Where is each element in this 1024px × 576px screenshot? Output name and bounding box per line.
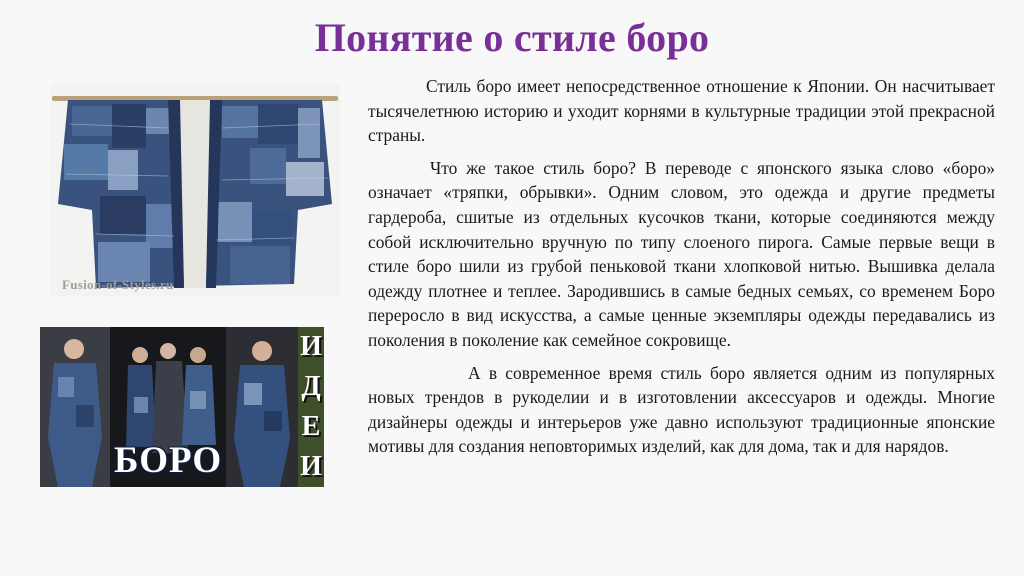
slide-body-text	[368, 74, 995, 467]
collage-letter: И	[300, 331, 322, 362]
paragraph-modern: А в современное время стиль боро является одним из популярных новых трендов в рукоделии и в изготовлении аксессуаров и одежды. Многие дизайнеры одежды и интерьеров уже давно используют традиционные японские мотивы для создания неповторимых изделий, как для дома, так и для нарядов.	[368, 362, 995, 457]
paragraph-intro: Стиль боро имеет непосредственное отношение к Японии. Он насчитывает тысячелетнюю историю и уходит корнями в культурные традиции этой прекрасной страны.	[368, 76, 995, 146]
paragraph-definition: Что же такое стиль боро? В переводе с японского языка слово «боро» означает «тряпки, обрывки». Одним словом, это одежда и другие предметы гардероба, сшитые из отдельных кусочков ткани, которые соединяются между собой исключительно вручную по типу слоеного пирога. Самые первые вещи в стиле боро шили из грубой пеньковой ткани хлопковой нитью. Вышивка делала одежду плотнее и теплее. Зародившись в самые бедных семьях, со временем Боро переросло в вид искусства, а самые ценные экземпляры одежды передавались из поколения в поколение как семейное сокровище.	[368, 157, 995, 350]
boro-jacket-illustration	[50, 84, 340, 296]
boro-fashion-collage	[40, 327, 324, 487]
collage-letter: И	[300, 451, 322, 482]
boro-jacket-photo	[50, 84, 340, 296]
collage-letter: Е	[301, 411, 321, 442]
collage-vertical-letters	[298, 327, 324, 487]
collage-letter: Д	[301, 371, 321, 402]
collage-boro-label: БОРО	[114, 440, 223, 481]
slide-title: Понятие о стиле боро	[314, 15, 710, 60]
photo-watermark: Fusion-of-Styles.ru	[62, 277, 174, 292]
